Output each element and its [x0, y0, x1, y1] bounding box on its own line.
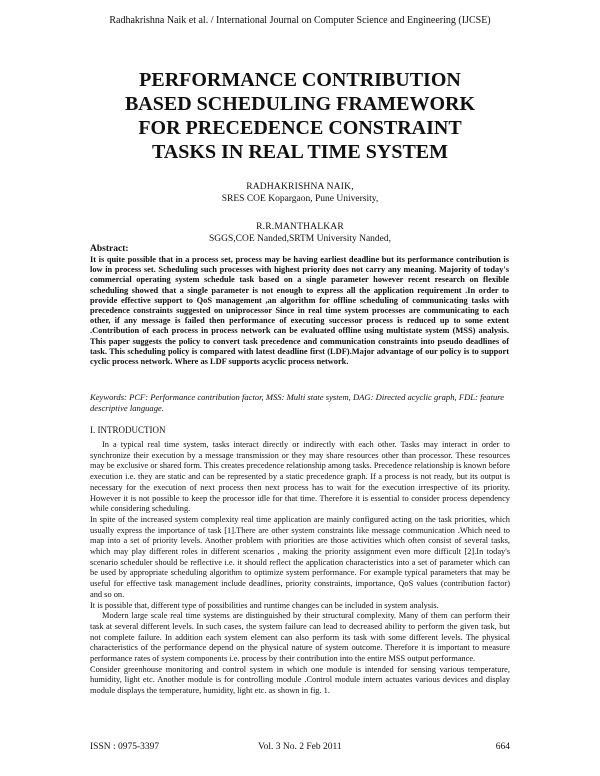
author-affiliation: SGGS,COE Nanded,SRTM University Nanded, [208, 234, 392, 244]
abstract-heading: Abstract: [90, 244, 129, 254]
author-name: R.R.MANTHALKAR [256, 222, 344, 232]
paragraph: Modern large scale real time systems are distinguished by their structural complexity. Many of them can perform their task at several different levels. In such cases, the system failure can lead to decreased ability to perform the given task, but not complete failure. In addition each system element can also perform its task with some different levels. The physical characteristics of the performance depend on the physical nature of system outcome. Therefore it is important to measure performance rates of system components i.e. process by their contribution into the entire MSS output performance. [90, 611, 510, 664]
footer-issn: ISSN : 0975-3397 [90, 742, 160, 752]
footer-volume: Vol. 3 No. 2 Feb 2011 [258, 742, 342, 752]
section-heading: I. INTRODUCTION [90, 425, 166, 435]
title-line: BASED SCHEDULING FRAMEWORK [124, 93, 476, 115]
running-head: Radhakrishna Naik et al. / International Journal on Computer Science and Engineering (IJCSE) [109, 15, 491, 26]
section-body [90, 440, 510, 697]
paragraph: In a typical real time system, tasks interact directly or indirectly with each other. Tasks may interact in order to synchronize their execution by a message transmission or they may share resources other than processor. These resources may be exclusive or shared form. This creates precedence relationship among tasks. Precedence relationship is known before execution i.e. they are static and can be represented by a static precedence graph. If a process is not ready, but its output is necessary for the execution of next process then next process has to wait for the execution irrespective of its priority. However it is not possible to keep the processor idle for that time. Therefore it is essential to consider process dependency while considering scheduling. [90, 440, 510, 514]
title-line: TASKS IN REAL TIME SYSTEM [151, 141, 448, 163]
title-line: PERFORMANCE CONTRIBUTION [139, 69, 461, 91]
author-name: RADHAKRISHNA NAIK, [246, 182, 354, 192]
paragraph: Consider greenhouse monitoring and control system in which one module is intended for sensing various temperature, humidity, light etc. Another module is for controlling module .Control module intern actuates various devices and display module displays the temperature, humidity, light etc. as shown in fig. 1. [90, 664, 510, 696]
paper-title [60, 68, 540, 164]
keywords: Keywords: PCF: Performance contribution factor, MSS: Multi state system, DAG: Directed acyclic graph, FDL: feature descriptive language. [90, 392, 505, 413]
paragraph: It is possible that, different type of possibilities and runtime changes can be included in system analysis. [90, 600, 439, 610]
title-line: FOR PRECEDENCE CONSTRAINT [138, 117, 462, 139]
author-block [0, 181, 600, 205]
author-affiliation: SRES COE Kopargaon, Pune University, [221, 194, 379, 204]
footer-page-number: 664 [495, 742, 510, 752]
paragraph: In spite of the increased system complexity real time application are mainly configured acting on the task priorities, which usually express the importance of task [1].There are other system constraints like message communication .Which need to map into a set of priority levels. Another problem with priorities are those activities which often consist of several tasks, which may play different roles in different scenarios , making the priority assignment even more difficult [2].In today's scenario scheduler should be reflective i.e. it should reflect the application characteristics into a set of parameter which can be used by appropriate scheduling algorithm to optimize system performance. For example typical parameters that may be useful for effective task management include deadlines, priority constraints, importance, QoS values (contribution factor) and so on. [90, 514, 510, 599]
author-block [0, 221, 600, 245]
abstract-text: It is quite possible that in a process set, process may be having earliest deadline but its performance contribution is low in process set. Scheduling such processes with highest priority does not carry any meaning. Majority of today's commercial operating system schedule task based on a single parameter however recent research on flexible scheduling showed that a single parameter is not enough to express all the application requirement .In order to provide effective support to QoS management ,an algorithm for offline scheduling of communicating tasks with precedence constraints suggested on uniprocessor Since in real time system processes are communicating to each other, if any message is failed then performance of executing successor process is reduced up to some extent .Contribution of each process in process network can be evaluated offline using multistate system (MSS) analysis. This paper suggests the policy to convert task precedence and communication constraints into pseudo deadlines of task. This scheduling policy is compared with latest deadline first (LDF).Major advantage of our policy is to support cyclic process network. Where as LDF supports acyclic process network. [90, 255, 509, 367]
